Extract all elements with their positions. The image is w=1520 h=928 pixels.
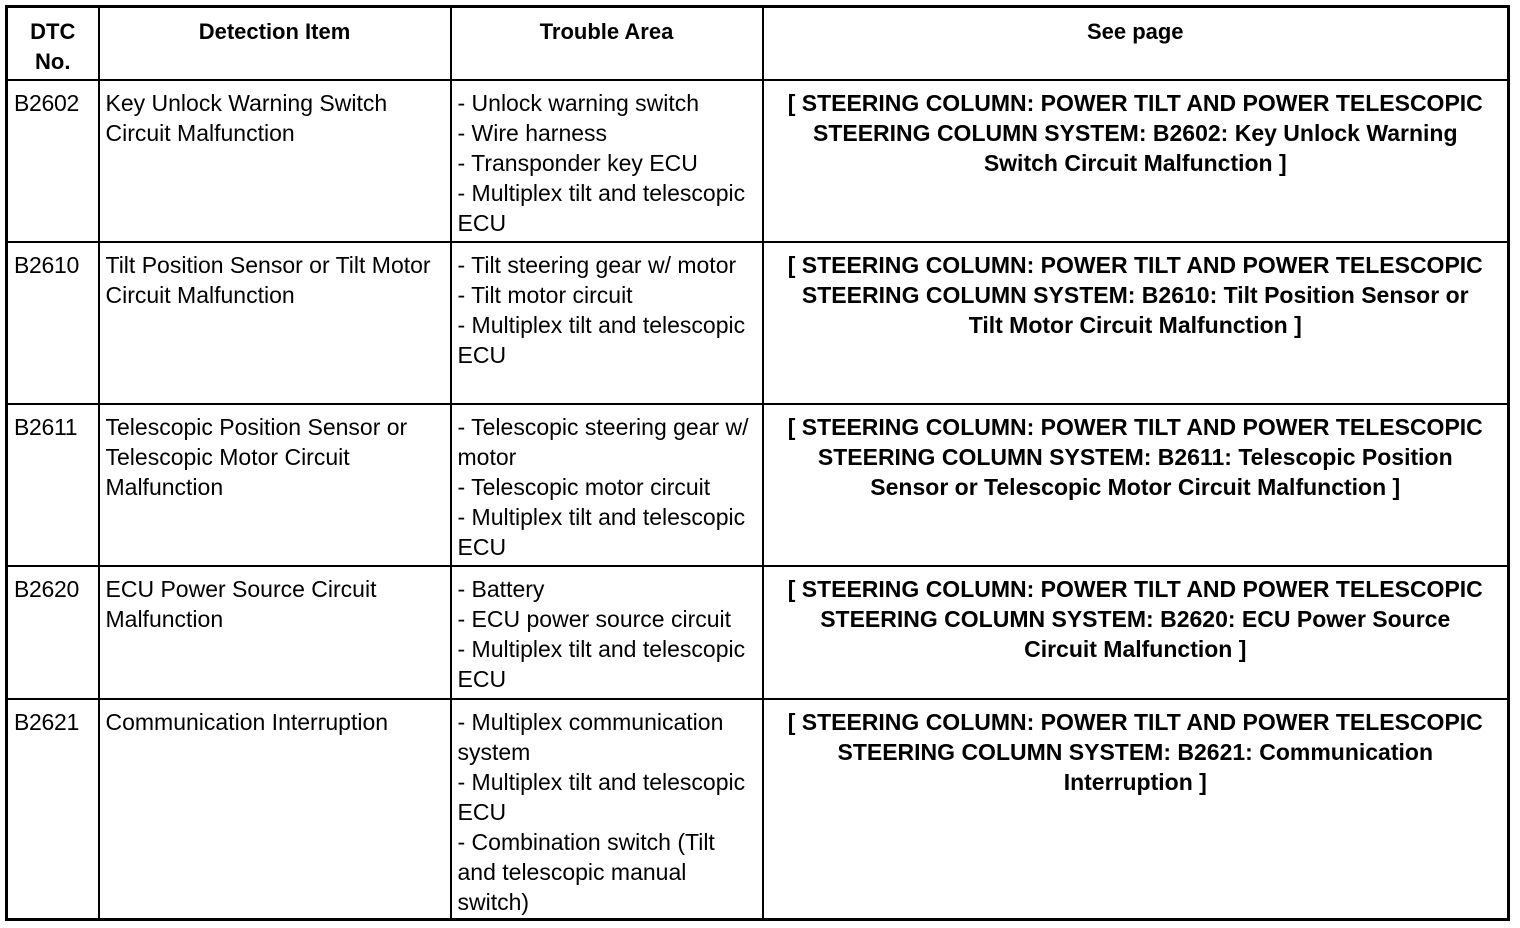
trouble-area-item: - Transponder key ECU: [457, 149, 698, 176]
trouble-area-item: - Battery: [457, 575, 545, 602]
detection-item: Telescopic Position Sensor or Telescopic Motor Circuit Malfunction: [99, 404, 451, 566]
trouble-area-item: - Multiplex tilt and telescopic ECU: [457, 503, 746, 560]
trouble-area: [451, 699, 763, 920]
table-row: [7, 566, 1509, 699]
trouble-area-item: - ECU power source circuit: [457, 605, 732, 632]
trouble-area-item: - Multiplex communication system: [457, 708, 724, 765]
trouble-area-item: - Telescopic steering gear w/ motor: [457, 413, 749, 470]
see-page-link[interactable]: [ STEERING COLUMN: POWER TILT AND POWER TELESCOPIC STEERING COLUMN SYSTEM: B2602: Key Unlock Warning Switch Circuit Malfunction ]: [763, 80, 1509, 242]
table-header-row: [7, 7, 1509, 80]
see-page-link[interactable]: [ STEERING COLUMN: POWER TILT AND POWER TELESCOPIC STEERING COLUMN SYSTEM: B2621: Communication Interruption ]: [763, 699, 1509, 920]
detection-item: Tilt Position Sensor or Tilt Motor Circuit Malfunction: [99, 242, 451, 404]
trouble-area-item: - Wire harness: [457, 119, 608, 146]
detection-item: ECU Power Source Circuit Malfunction: [99, 566, 451, 699]
dtc-code: B2610: [7, 242, 99, 404]
dtc-table: [5, 5, 1510, 921]
trouble-area-item: - Multiplex tilt and telescopic ECU: [457, 635, 746, 692]
table-row: [7, 242, 1509, 404]
dtc-code: B2620: [7, 566, 99, 699]
trouble-area: [451, 242, 763, 404]
trouble-area-item: - Unlock warning switch: [457, 89, 700, 116]
trouble-area-item: - Tilt steering gear w/ motor: [457, 251, 737, 278]
header-trouble-area: Trouble Area: [451, 7, 763, 80]
table-row: [7, 699, 1509, 920]
dtc-table-container: [5, 5, 1510, 921]
header-dtc-no: DTC No.: [7, 7, 99, 80]
header-see-page: See page: [763, 7, 1509, 80]
see-page-link[interactable]: [ STEERING COLUMN: POWER TILT AND POWER TELESCOPIC STEERING COLUMN SYSTEM: B2611: Telescopic Position Sensor or Telescopic Motor Circuit Malfunction ]: [763, 404, 1509, 566]
dtc-code: B2602: [7, 80, 99, 242]
see-page-link[interactable]: [ STEERING COLUMN: POWER TILT AND POWER TELESCOPIC STEERING COLUMN SYSTEM: B2610: Tilt Position Sensor or Tilt Motor Circuit Malfunction ]: [763, 242, 1509, 404]
detection-item: Key Unlock Warning Switch Circuit Malfunction: [99, 80, 451, 242]
trouble-area-item: - Tilt motor circuit: [457, 281, 633, 308]
trouble-area: [451, 566, 763, 699]
trouble-area-item: - Multiplex tilt and telescopic ECU: [457, 311, 746, 368]
see-page-link[interactable]: [ STEERING COLUMN: POWER TILT AND POWER TELESCOPIC STEERING COLUMN SYSTEM: B2620: ECU Power Source Circuit Malfunction ]: [763, 566, 1509, 699]
trouble-area: [451, 404, 763, 566]
trouble-area-item: - Telescopic motor circuit: [457, 473, 711, 500]
trouble-area-item: - Combination switch (Tilt and telescopic manual switch): [457, 828, 715, 915]
trouble-area-item: - Multiplex tilt and telescopic ECU: [457, 768, 746, 825]
dtc-code: B2621: [7, 699, 99, 920]
table-row: [7, 80, 1509, 242]
trouble-area-item: - Multiplex tilt and telescopic ECU: [457, 179, 746, 236]
dtc-code: B2611: [7, 404, 99, 566]
table-row: [7, 404, 1509, 566]
detection-item: Communication Interruption: [99, 699, 451, 920]
header-detection-item: Detection Item: [99, 7, 451, 80]
trouble-area: [451, 80, 763, 242]
